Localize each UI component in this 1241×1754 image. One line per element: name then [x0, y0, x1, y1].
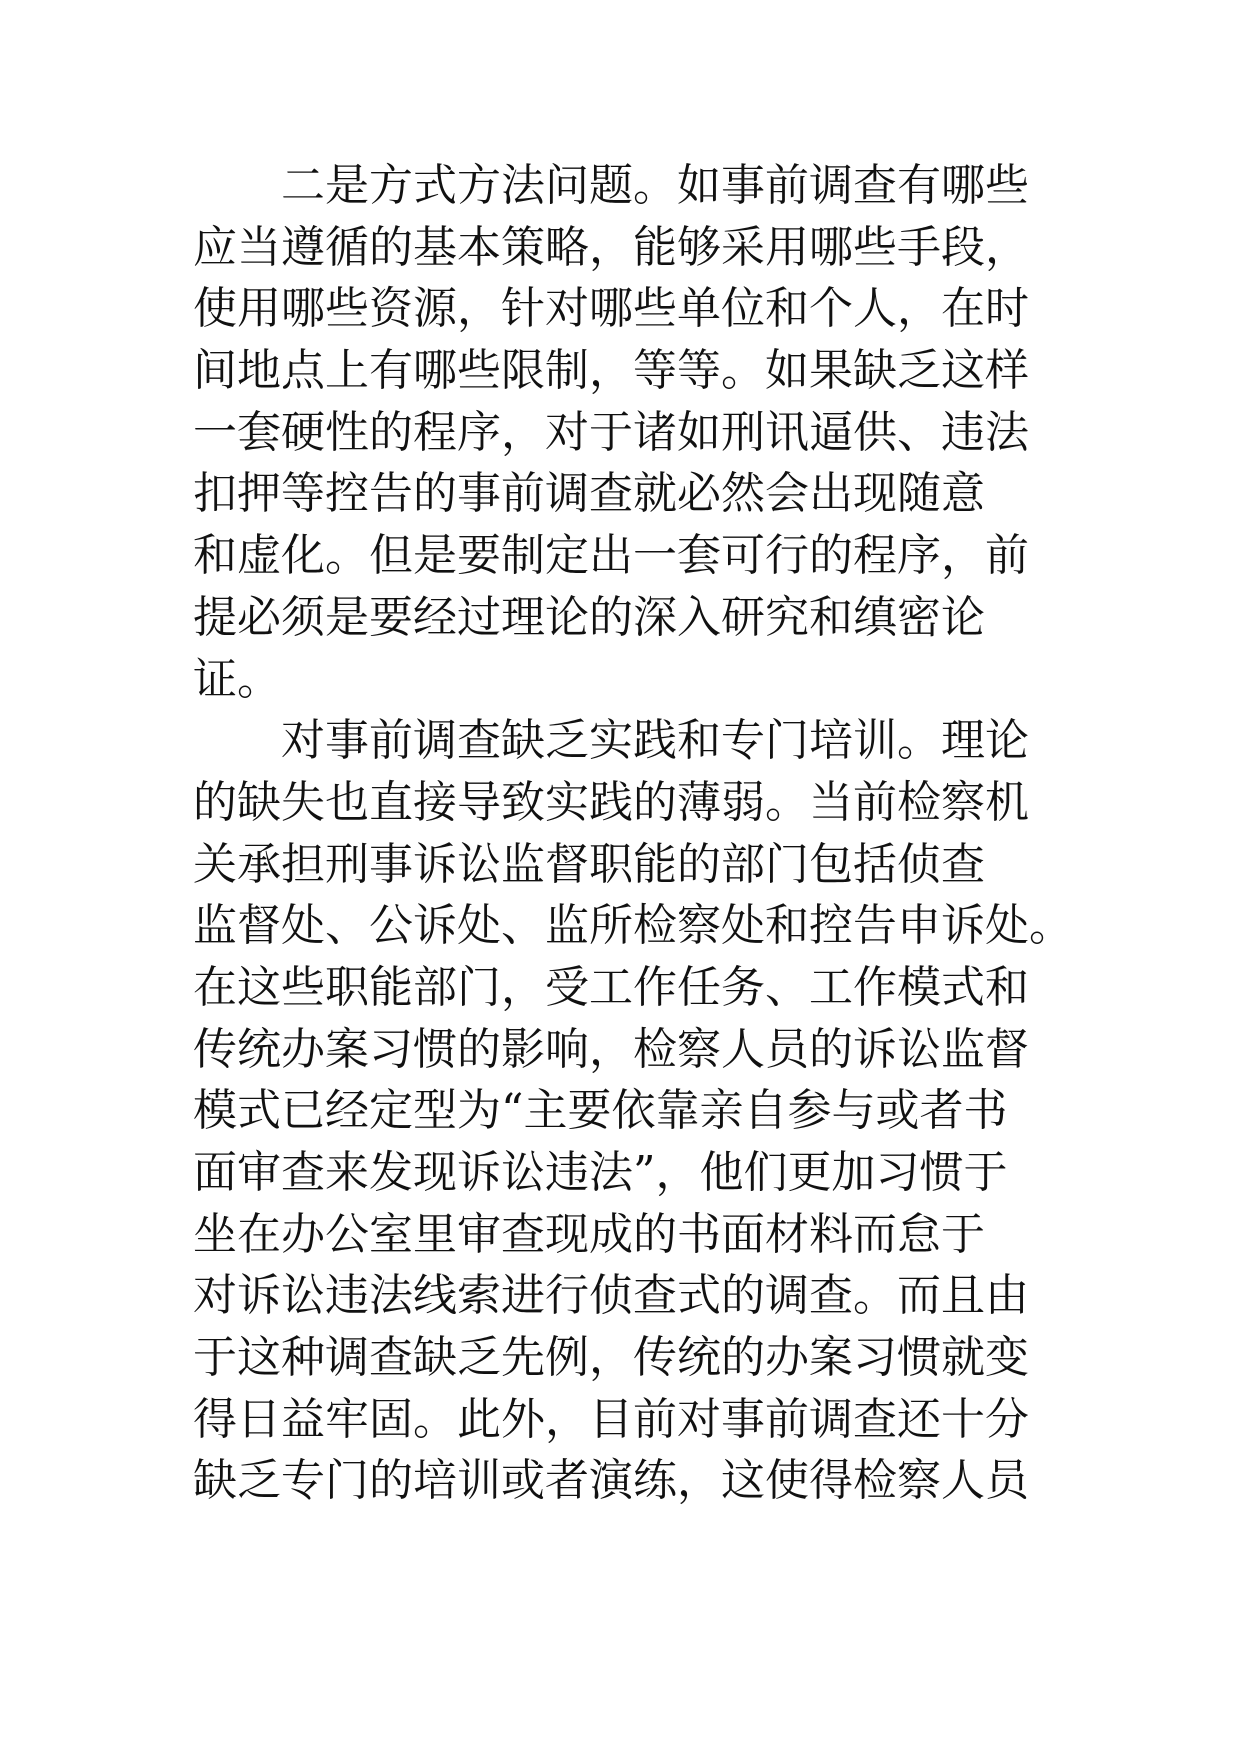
text-line: 扣押等控告的事前调查就必然会出现随意 — [193, 468, 985, 520]
text-line: 提必须是要经过理论的深入研究和缜密论 — [193, 591, 985, 643]
text-line: 使用哪些资源，针对哪些单位和个人，在时 — [193, 283, 1029, 335]
paragraph-2 — [193, 710, 1073, 1512]
text-line: 缺乏专门的培训或者演练，这使得检察人员 — [193, 1455, 1029, 1507]
text-line: 坐在办公室里审查现成的书面材料而怠于 — [193, 1208, 985, 1260]
text-line: 传统办案习惯的影响，检察人员的诉讼监督 — [193, 1023, 1029, 1075]
text-line: 和虚化。但是要制定出一套可行的程序，前 — [193, 530, 1029, 582]
text-line: 于这种调查缺乏先例，传统的办案习惯就变 — [193, 1332, 1029, 1384]
text-line: 在这些职能部门，受工作任务、工作模式和 — [193, 961, 1029, 1013]
text-line: 面审查来发现诉讼违法”，他们更加习惯于 — [193, 1147, 1008, 1198]
text-line: 的缺失也直接导致实践的薄弱。当前检察机 — [193, 776, 1029, 828]
text-line: 得日益牢固。此外，目前对事前调查还十分 — [193, 1393, 1029, 1445]
text-line: 监督处、公诉处、监所检察处和控告申诉处。 — [193, 900, 1073, 952]
text-line: 一套硬性的程序，对于诸如刑讯逼供、违法 — [193, 406, 1029, 458]
paragraph-1 — [193, 155, 1073, 710]
text-line: 模式已经定型为“主要依靠亲自参与或者书 — [193, 1085, 1008, 1137]
text-line: 关承担刑事诉讼监督职能的部门包括侦查 — [193, 838, 985, 890]
text-line: 二是方式方法问题。如事前调查有哪些 — [281, 160, 1029, 211]
body-text — [193, 155, 1073, 1512]
text-line: 证。 — [193, 653, 281, 705]
text-line: 间地点上有哪些限制，等等。如果缺乏这样 — [193, 345, 1029, 397]
text-line: 对诉讼违法线索进行侦查式的调查。而且由 — [193, 1270, 1029, 1322]
text-line: 对事前调查缺乏实践和专门培训。理论 — [281, 715, 1029, 767]
text-line: 应当遵循的基本策略，能够采用哪些手段， — [193, 221, 1029, 273]
